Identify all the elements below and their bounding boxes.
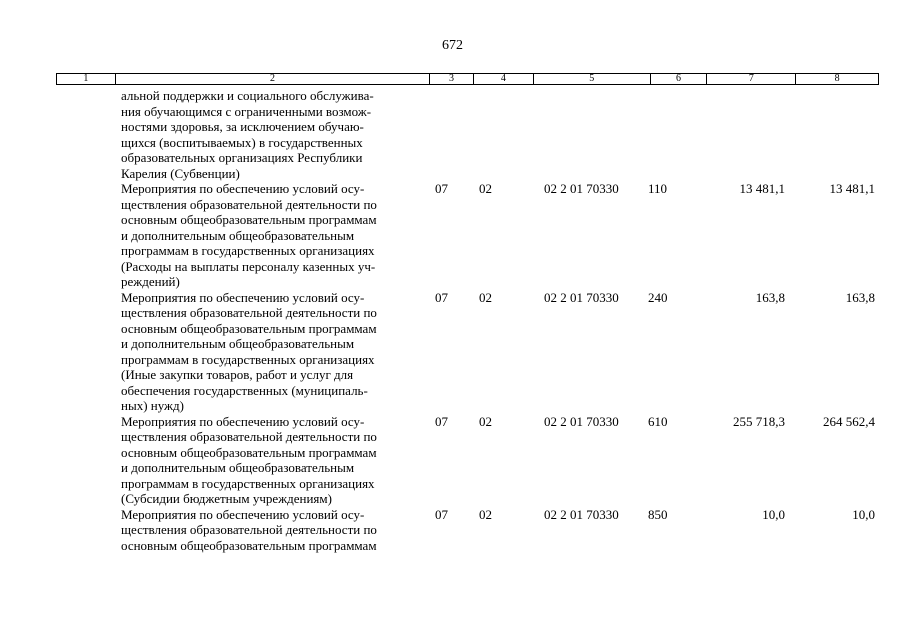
row-target-article: 02 2 01 70330 <box>544 506 619 522</box>
row-amount-1: 163,8 <box>755 289 785 305</box>
column-header-7: 7 <box>707 74 796 84</box>
column-header-5: 5 <box>534 74 651 84</box>
row-subsection: 02 <box>479 506 492 522</box>
row-amount-2: 10,0 <box>852 506 875 522</box>
table-row <box>0 181 905 290</box>
row-section: 07 <box>435 506 448 522</box>
table-row <box>0 414 905 507</box>
row-target-article: 02 2 01 70330 <box>544 289 619 305</box>
row-amount-2: 163,8 <box>845 289 875 305</box>
table-header-row <box>56 73 879 85</box>
row-amount-1: 255 718,3 <box>733 413 785 429</box>
row-subsection: 02 <box>479 413 492 429</box>
row-amount-1: 13 481,1 <box>739 181 785 196</box>
table-row <box>0 88 905 181</box>
column-header-3: 3 <box>430 74 474 84</box>
column-header-4: 4 <box>474 74 534 84</box>
row-amount-2: 264 562,4 <box>823 413 875 429</box>
table-row <box>0 507 905 554</box>
row-amount-1: 10,0 <box>762 506 785 522</box>
row-subsection: 02 <box>479 289 492 305</box>
row-description: Мероприятия по обеспечению условий осу- ществления образовательной деятельности по основным общеобразовательным программам <box>121 506 377 553</box>
row-target-article: 02 2 01 70330 <box>544 181 619 196</box>
column-header-1: 1 <box>57 74 116 84</box>
row-expense-type: 110 <box>648 181 668 196</box>
row-section: 07 <box>435 413 448 429</box>
row-expense-type: 850 <box>648 506 668 522</box>
row-description: Мероприятия по обеспечению условий осу- ществления образовательной деятельности по основным общеобразовательным программам и дополнительным общеобразовательным программам в государственных организациях (Субсидии бюджетным учреждениям) <box>121 413 377 506</box>
column-header-6: 6 <box>651 74 708 84</box>
row-target-article: 02 2 01 70330 <box>544 413 619 429</box>
row-section: 07 <box>435 289 448 305</box>
column-header-8: 8 <box>834 73 840 84</box>
row-section: 07 <box>435 181 448 196</box>
column-header-2: 2 <box>116 74 430 84</box>
row-subsection: 02 <box>479 181 492 196</box>
table-row <box>0 290 905 414</box>
row-expense-type: 610 <box>648 413 668 429</box>
row-description: Мероприятия по обеспечению условий осу- ществления образовательной деятельности по основным общеобразовательным программам и дополнительным общеобразовательным программам в государственных организациях (Иные закупки товаров, работ и услуг для обеспечения государственных (муниципаль- ных) нужд) <box>121 289 377 413</box>
row-description: альной поддержки и социального обслужива- ния обучающимся с ограниченными возмож- ностями здоровья, за исключением обучаю- щихся (воспитываемых) в государственных образовательных организациях Республики Карелия (Субвенции) <box>121 88 374 181</box>
row-description: Мероприятия по обеспечению условий осу- ществления образовательной деятельности по основным общеобразовательным программам и дополнительным общеобразовательным программам в государственных организациях (Расходы на выплаты персоналу казенных уч- реждений) <box>121 181 377 289</box>
row-amount-2: 13 481,1 <box>829 181 875 196</box>
row-expense-type: 240 <box>648 289 668 305</box>
budget-table-body <box>0 88 905 553</box>
page-number: 672 <box>442 38 463 53</box>
